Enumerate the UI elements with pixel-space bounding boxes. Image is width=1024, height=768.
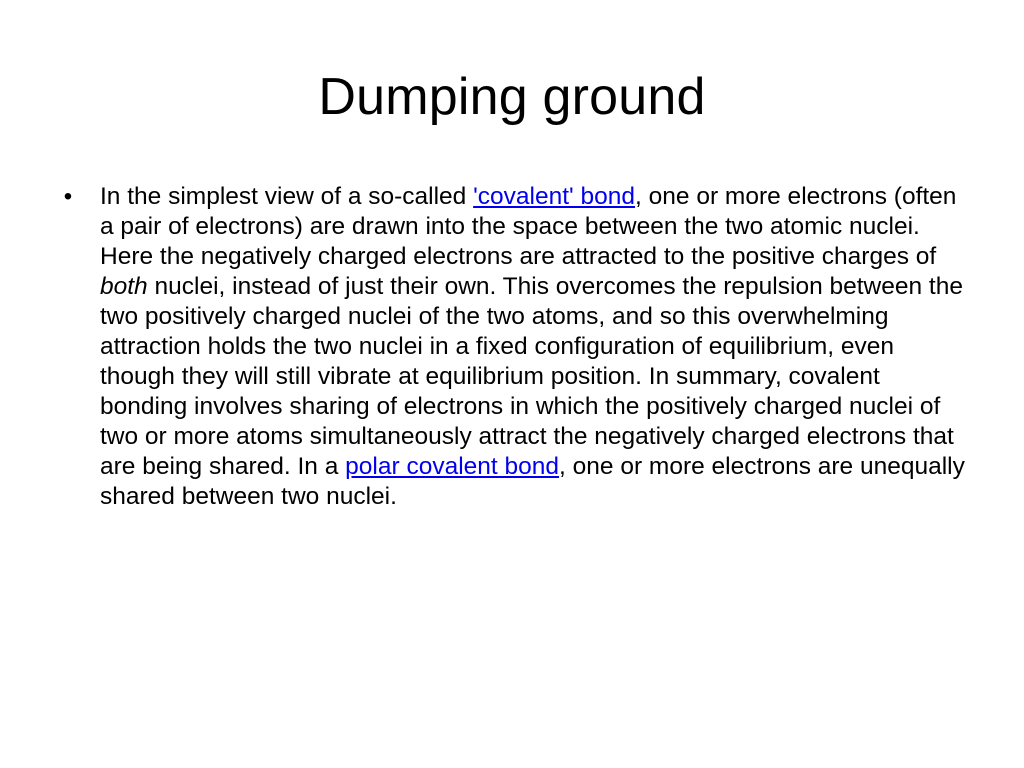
bullet-list (58, 182, 970, 512)
polar-covalent-bond-link[interactable]: polar covalent bond (345, 453, 560, 480)
slide-title: Dumping ground (318, 68, 706, 126)
bullet-marker: • (63, 183, 73, 210)
paragraph-text-1: In the simplest view of a so-called (100, 183, 474, 210)
paragraph-text-2: , one or more electrons (often a pair of electrons) are drawn into the space between the two atomic nuclei. Here the negatively charged electrons are attracted to the positive charges of (100, 183, 957, 270)
covalent-bond-link[interactable]: 'covalent' bond (473, 183, 636, 210)
paragraph-text-4: , one or more electrons are unequally shared between two nuclei. (100, 453, 965, 510)
paragraph-text-3: nuclei, instead of just their own. This overcomes the repulsion between the two positively charged nuclei of the two atoms, and so this overwhelming attraction holds the two nuclei in a fixed configuration of equilibrium, even though they will still vibrate at equilibrium position. In summary, covalent bonding involves sharing of electrons in which the positively charged nuclei of two or more atoms simultaneously attract the negatively charged electrons that are being shared. In a (100, 273, 963, 480)
emphasis-both: both (100, 273, 148, 300)
bullet-item (58, 182, 970, 512)
